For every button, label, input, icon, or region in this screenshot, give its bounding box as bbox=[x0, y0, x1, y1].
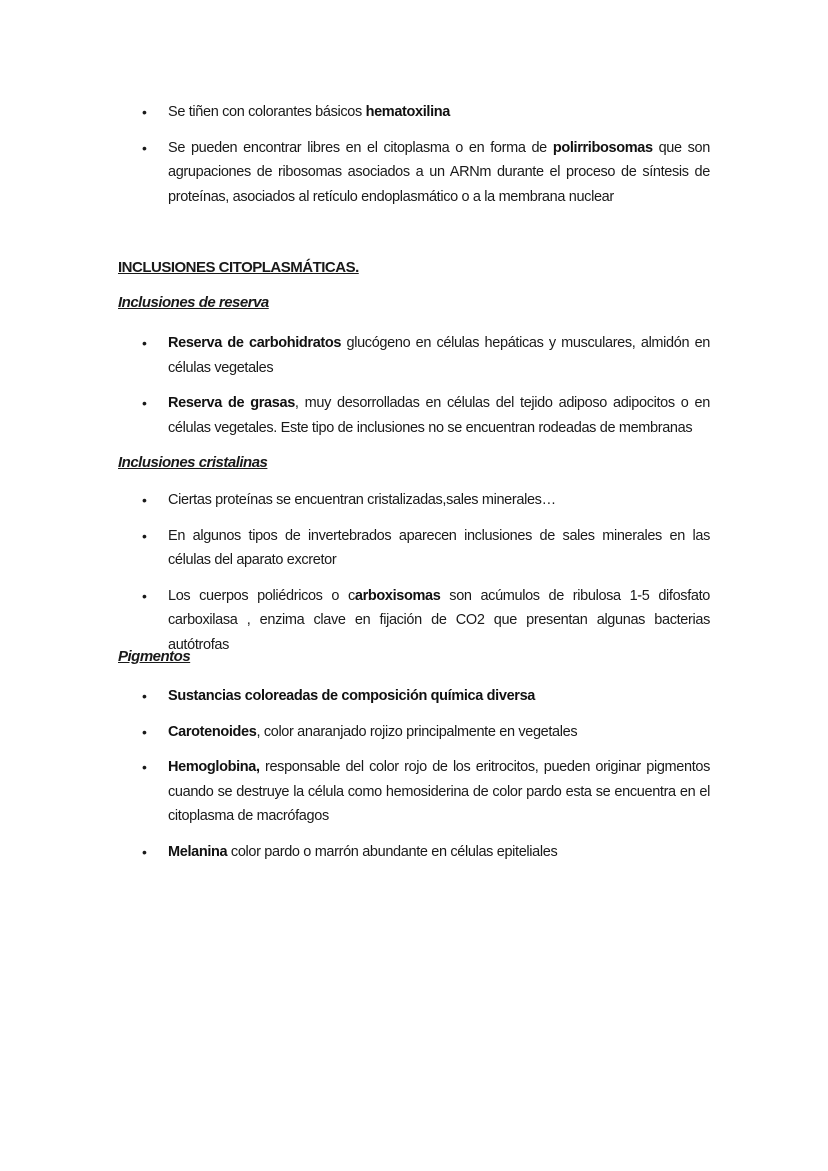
bullet-dot: • bbox=[142, 723, 147, 740]
cristalinas-bullet-1: • En algunos tipos de invertebrados aparecen inclusiones de sales minerales en las células del aparato excretor bbox=[0, 524, 828, 573]
pigmentos-bullet-3: • Melanina color pardo o marrón abundante en células epiteliales bbox=[0, 840, 828, 865]
subsection-title-pigmentos: Pigmentos bbox=[118, 648, 191, 665]
pigmentos-bullet-0: • Sustancias coloreadas de composición química diversa bbox=[0, 684, 828, 709]
bullet-dot: • bbox=[142, 527, 147, 544]
bullet-dot: • bbox=[142, 587, 147, 604]
reserva-bullet-list bbox=[0, 331, 828, 440]
bullet-dot: • bbox=[142, 843, 147, 860]
bullet-dot: • bbox=[142, 335, 147, 351]
bullet-dot: • bbox=[142, 139, 147, 156]
bullet-dot: • bbox=[142, 104, 147, 120]
intro-bullet-1: • Se pueden encontrar libres en el citoplasma o en forma de polirribosomas que son agrupaciones de ribosomas asociados a un ARNm durante el proceso de síntesis de proteínas, asociados al retículo endoplasmático o a la membrana nuclear bbox=[0, 136, 828, 210]
bullet-dot: • bbox=[142, 688, 147, 704]
subsection-title-reserva: Inclusiones de reserva bbox=[118, 294, 269, 311]
intro-bullet-0: • Se tiñen con colorantes básicos hematoxilina bbox=[0, 100, 828, 125]
pigmentos-bullet-list bbox=[0, 684, 828, 864]
subsection-title-cristalinas: Inclusiones cristalinas bbox=[118, 454, 268, 471]
reserva-bullet-1: • Reserva de grasas, muy desorrolladas en células del tejido adiposo adipocitos o en células vegetales. Este tipo de inclusiones no se encuentran rodeadas de membranas bbox=[0, 391, 828, 440]
cristalinas-bullet-list bbox=[0, 488, 828, 657]
intro-bullet-list bbox=[0, 100, 828, 209]
pigmentos-bullet-1: • Carotenoides, color anaranjado rojizo principalmente en vegetales bbox=[0, 720, 828, 745]
pigmentos-bullet-2: • Hemoglobina, responsable del color rojo de los eritrocitos, pueden originar pigmentos cuando se destruye la célula como hemosiderina de color pardo esta se encuentra en el citoplasma de macrófagos bbox=[0, 755, 828, 829]
bullet-dot: • bbox=[142, 759, 147, 775]
bullet-dot: • bbox=[142, 492, 147, 508]
cristalinas-bullet-0: • Ciertas proteínas se encuentran cristalizadas,sales minerales… bbox=[0, 488, 828, 513]
reserva-bullet-0: • Reserva de carbohidratos glucógeno en células hepáticas y musculares, almidón en células vegetales bbox=[0, 331, 828, 380]
cristalinas-bullet-2: • Los cuerpos poliédricos o carboxisomas son acúmulos de ribulosa 1-5 difosfato carboxilasa , enzima clave en fijación de CO2 que presentan algunas bacterias autótrofas bbox=[0, 584, 828, 658]
section-title: INCLUSIONES CITOPLASMÁTICAS. bbox=[118, 259, 359, 276]
bullet-dot: • bbox=[142, 395, 147, 411]
